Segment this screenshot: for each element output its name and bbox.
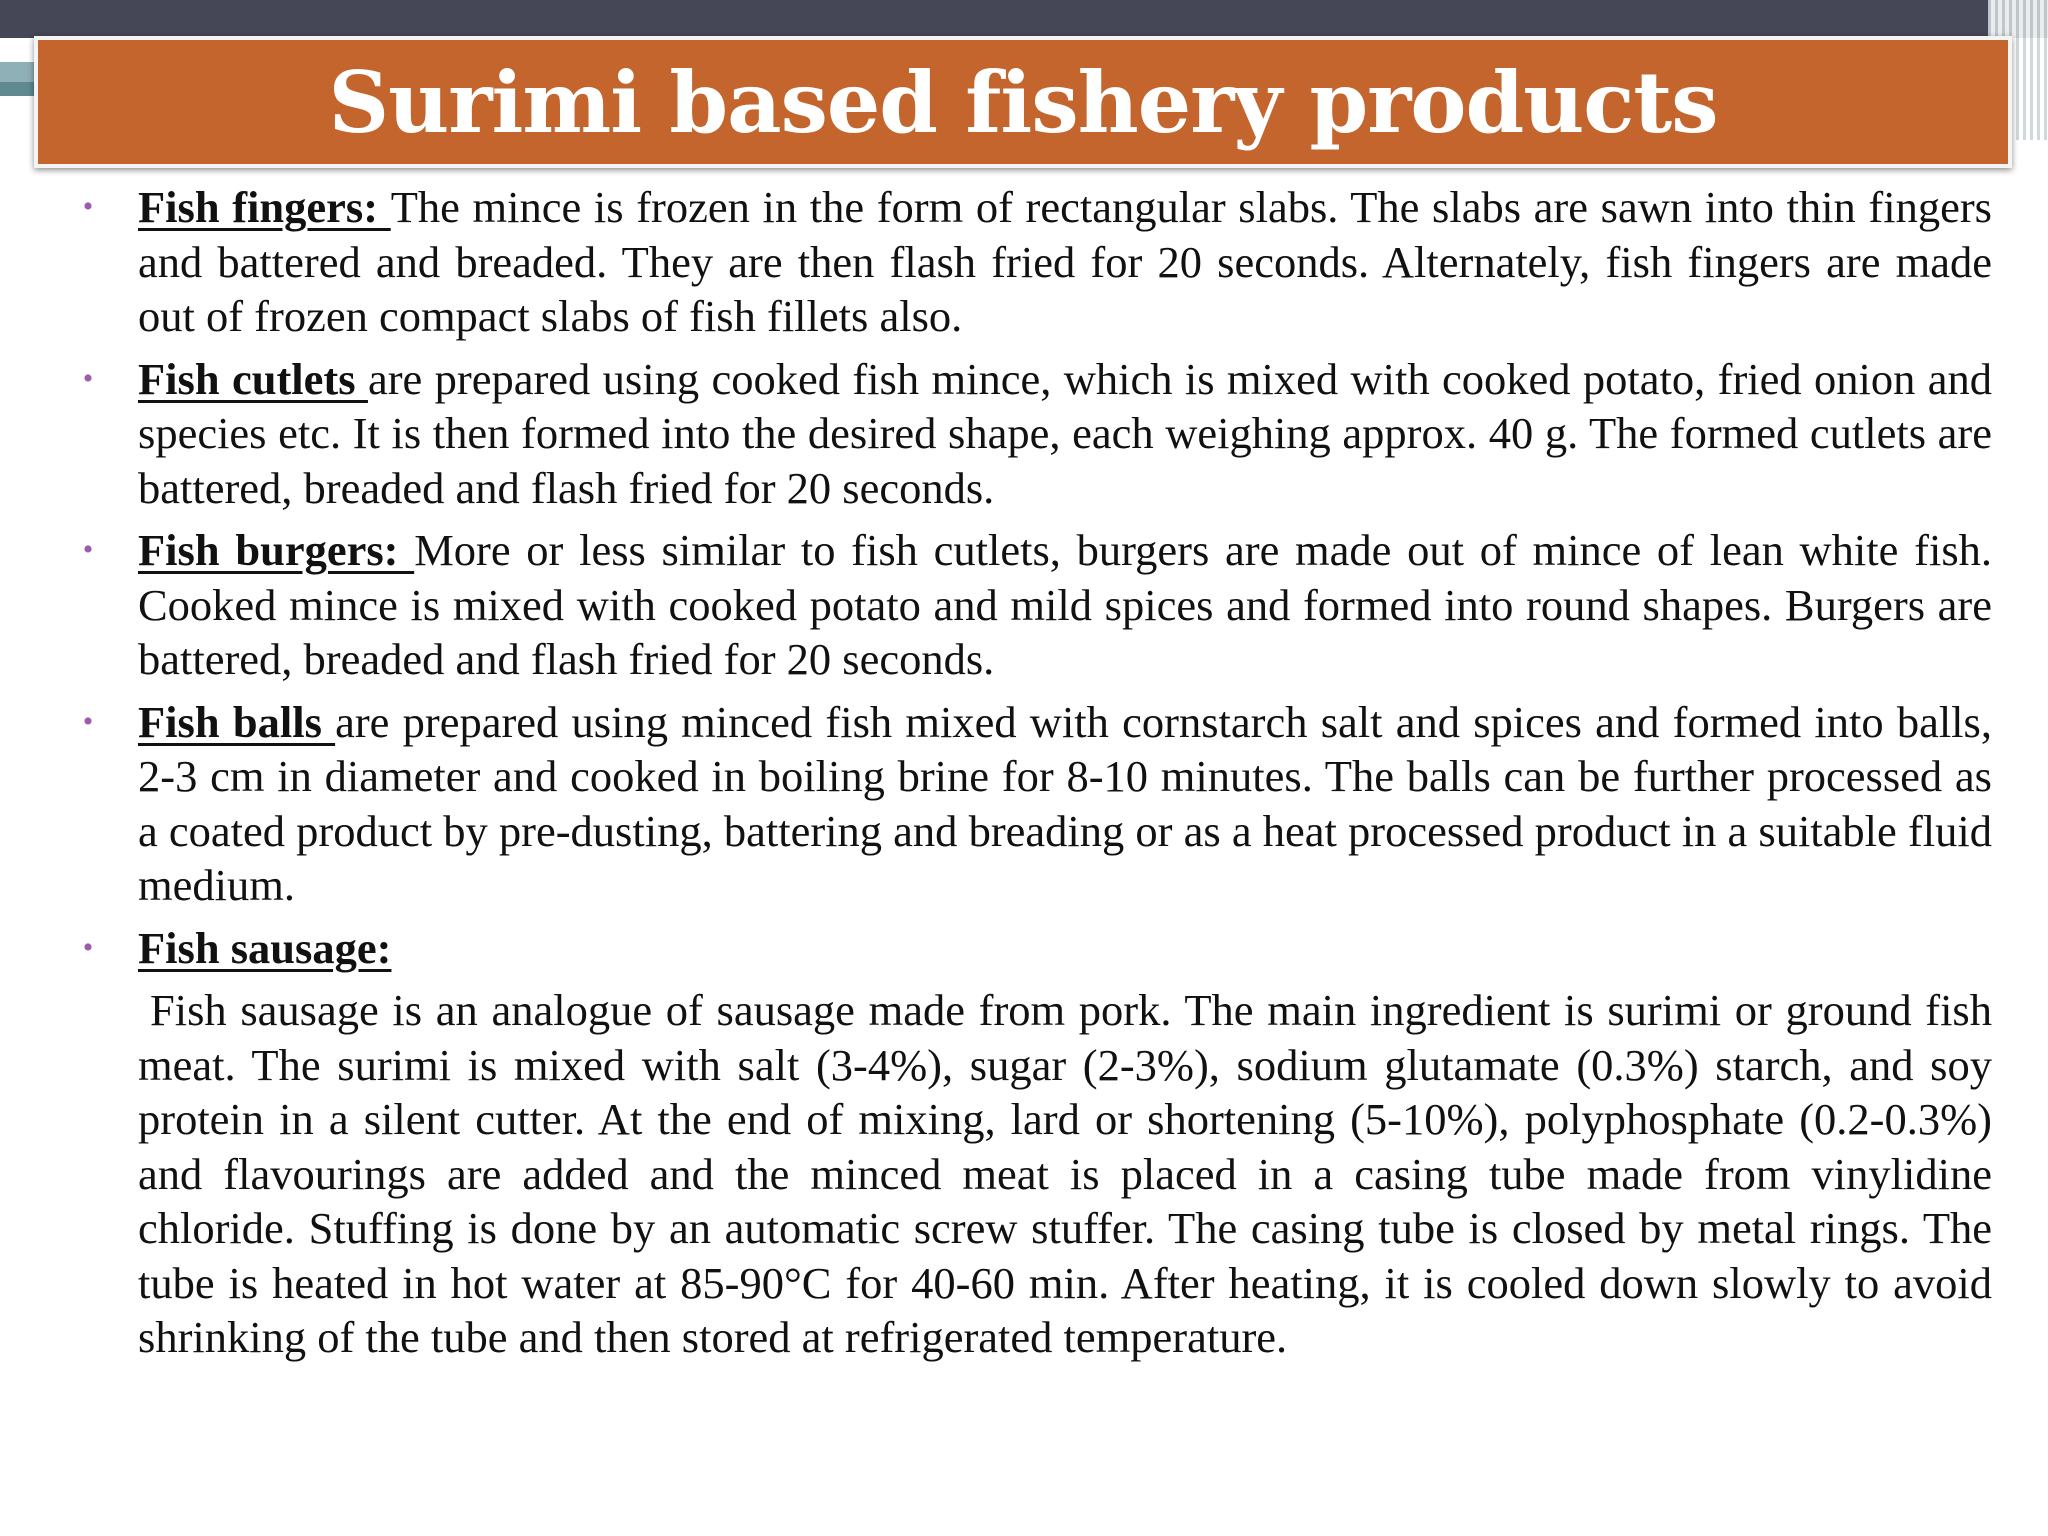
top-decor-bar xyxy=(0,0,2048,38)
bullet-icon: • xyxy=(82,704,94,738)
bullet-icon: • xyxy=(82,930,94,964)
title-banner xyxy=(34,36,2012,168)
item-text: The mince is frozen in the form of rectangular slabs. The slabs are sawn into thin fingers and battered and breaded. They are then flash fried for 20 seconds. Alternately, fish fingers are made out of frozen compact slabs of fish fillets also. xyxy=(138,182,1992,341)
item-text: More or less similar to fish cutlets, burgers are made out of mince of lean white fish. Cooked mince is mixed with cooked potato and mild spices and formed into round shapes. Burgers are battered, breaded and flash fried for 20 seconds. xyxy=(138,525,1993,684)
item-text: Fish sausage is an analogue of sausage made from pork. The main ingredient is surimi or ground fish meat. The surimi is mixed with salt (3-4%), sugar (2-3%), sodium glutamate (0.3%) starch, and soy protein in a silent cutter. At the end of mixing, lard or shortening (5-10%), polyphosphate (0.2-0.3%) and flavourings are added and the minced meat is placed in a casing tube made from vinylidine chloride. Stuffing is done by an automatic screw stuffer. The casing tube is closed by metal rings. The tube is heated in hot water at 85-90°C for 40-60 min. After heating, it is cooled down slowly to avoid shrinking of the tube and then stored at refrigerated temperature. xyxy=(138,985,1992,1362)
item-term: Fish sausage: xyxy=(138,922,392,973)
list-item-fish-fingers xyxy=(82,180,1992,344)
item-text: are prepared using minced fish mixed with cornstarch salt and spices and formed into balls, 2-3 cm in diameter and cooked in boiling brine for 8-10 minutes. The balls can be further processed as a coated product by pre-dusting, battering and breading or as a heat processed product in a suitable fluid medium. xyxy=(138,696,1992,910)
list-item-fish-cutlets xyxy=(82,352,1993,516)
item-text: are prepared using cooked fish mince, which is mixed with cooked potato, fried onion and species etc. It is then formed into the desired shape, each weighing approx. 40 g. The formed cutlets are battered, breaded and flash fried for 20 seconds. xyxy=(138,353,1993,513)
bullet-icon: • xyxy=(82,190,94,223)
bullet-icon: • xyxy=(82,533,94,566)
list-item-fish-sausage xyxy=(82,921,1992,1365)
list-item-fish-burgers xyxy=(82,523,1993,687)
item-term: Fish cutlets xyxy=(138,353,368,404)
item-term: Fish fingers: xyxy=(138,182,391,232)
bullet-icon: • xyxy=(82,361,94,395)
list-item-fish-balls xyxy=(82,695,1992,913)
item-term: Fish burgers: xyxy=(138,525,415,575)
item-term: Fish balls xyxy=(138,696,336,747)
slide-title: Surimi based fishery products xyxy=(328,52,1718,152)
slide-content xyxy=(82,180,1993,1373)
